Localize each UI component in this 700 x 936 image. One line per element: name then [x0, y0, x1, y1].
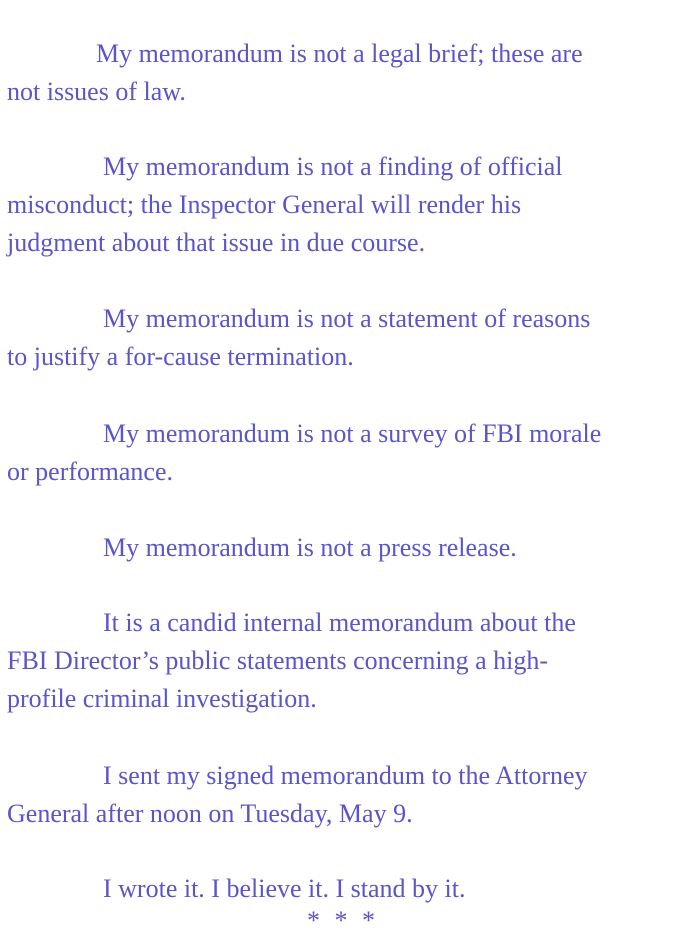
paragraph-line: not issues of law.: [7, 77, 186, 106]
paragraph-line: to justify a for-cause termination.: [7, 342, 354, 371]
paragraph-line: I wrote it. I believe it. I stand by it.: [103, 874, 466, 903]
paragraph-line: profile criminal investigation.: [7, 684, 317, 713]
paragraph-line: My memorandum is not a finding of official: [103, 152, 563, 181]
paragraph-line: It is a candid internal memorandum about the: [103, 608, 576, 637]
paragraph-line: FBI Director’s public statements concerning a high-: [7, 646, 549, 675]
paragraph-line: I sent my signed memorandum to the Attorney: [103, 761, 588, 790]
paragraph-line: judgment about that issue in due course.: [7, 228, 426, 257]
paragraph-line: My memorandum is not a survey of FBI morale: [103, 419, 602, 448]
paragraph-line: General after noon on Tuesday, May 9.: [7, 799, 413, 828]
section-separator: * * *: [307, 906, 379, 935]
paragraph-line: misconduct; the Inspector General will render his: [7, 190, 522, 219]
paragraph-line: My memorandum is not a press release.: [103, 533, 517, 562]
paragraph-line: My memorandum is not a legal brief; these are: [96, 39, 583, 68]
paragraph-line: My memorandum is not a statement of reasons: [103, 304, 591, 333]
paragraph-line: or performance.: [7, 457, 174, 486]
